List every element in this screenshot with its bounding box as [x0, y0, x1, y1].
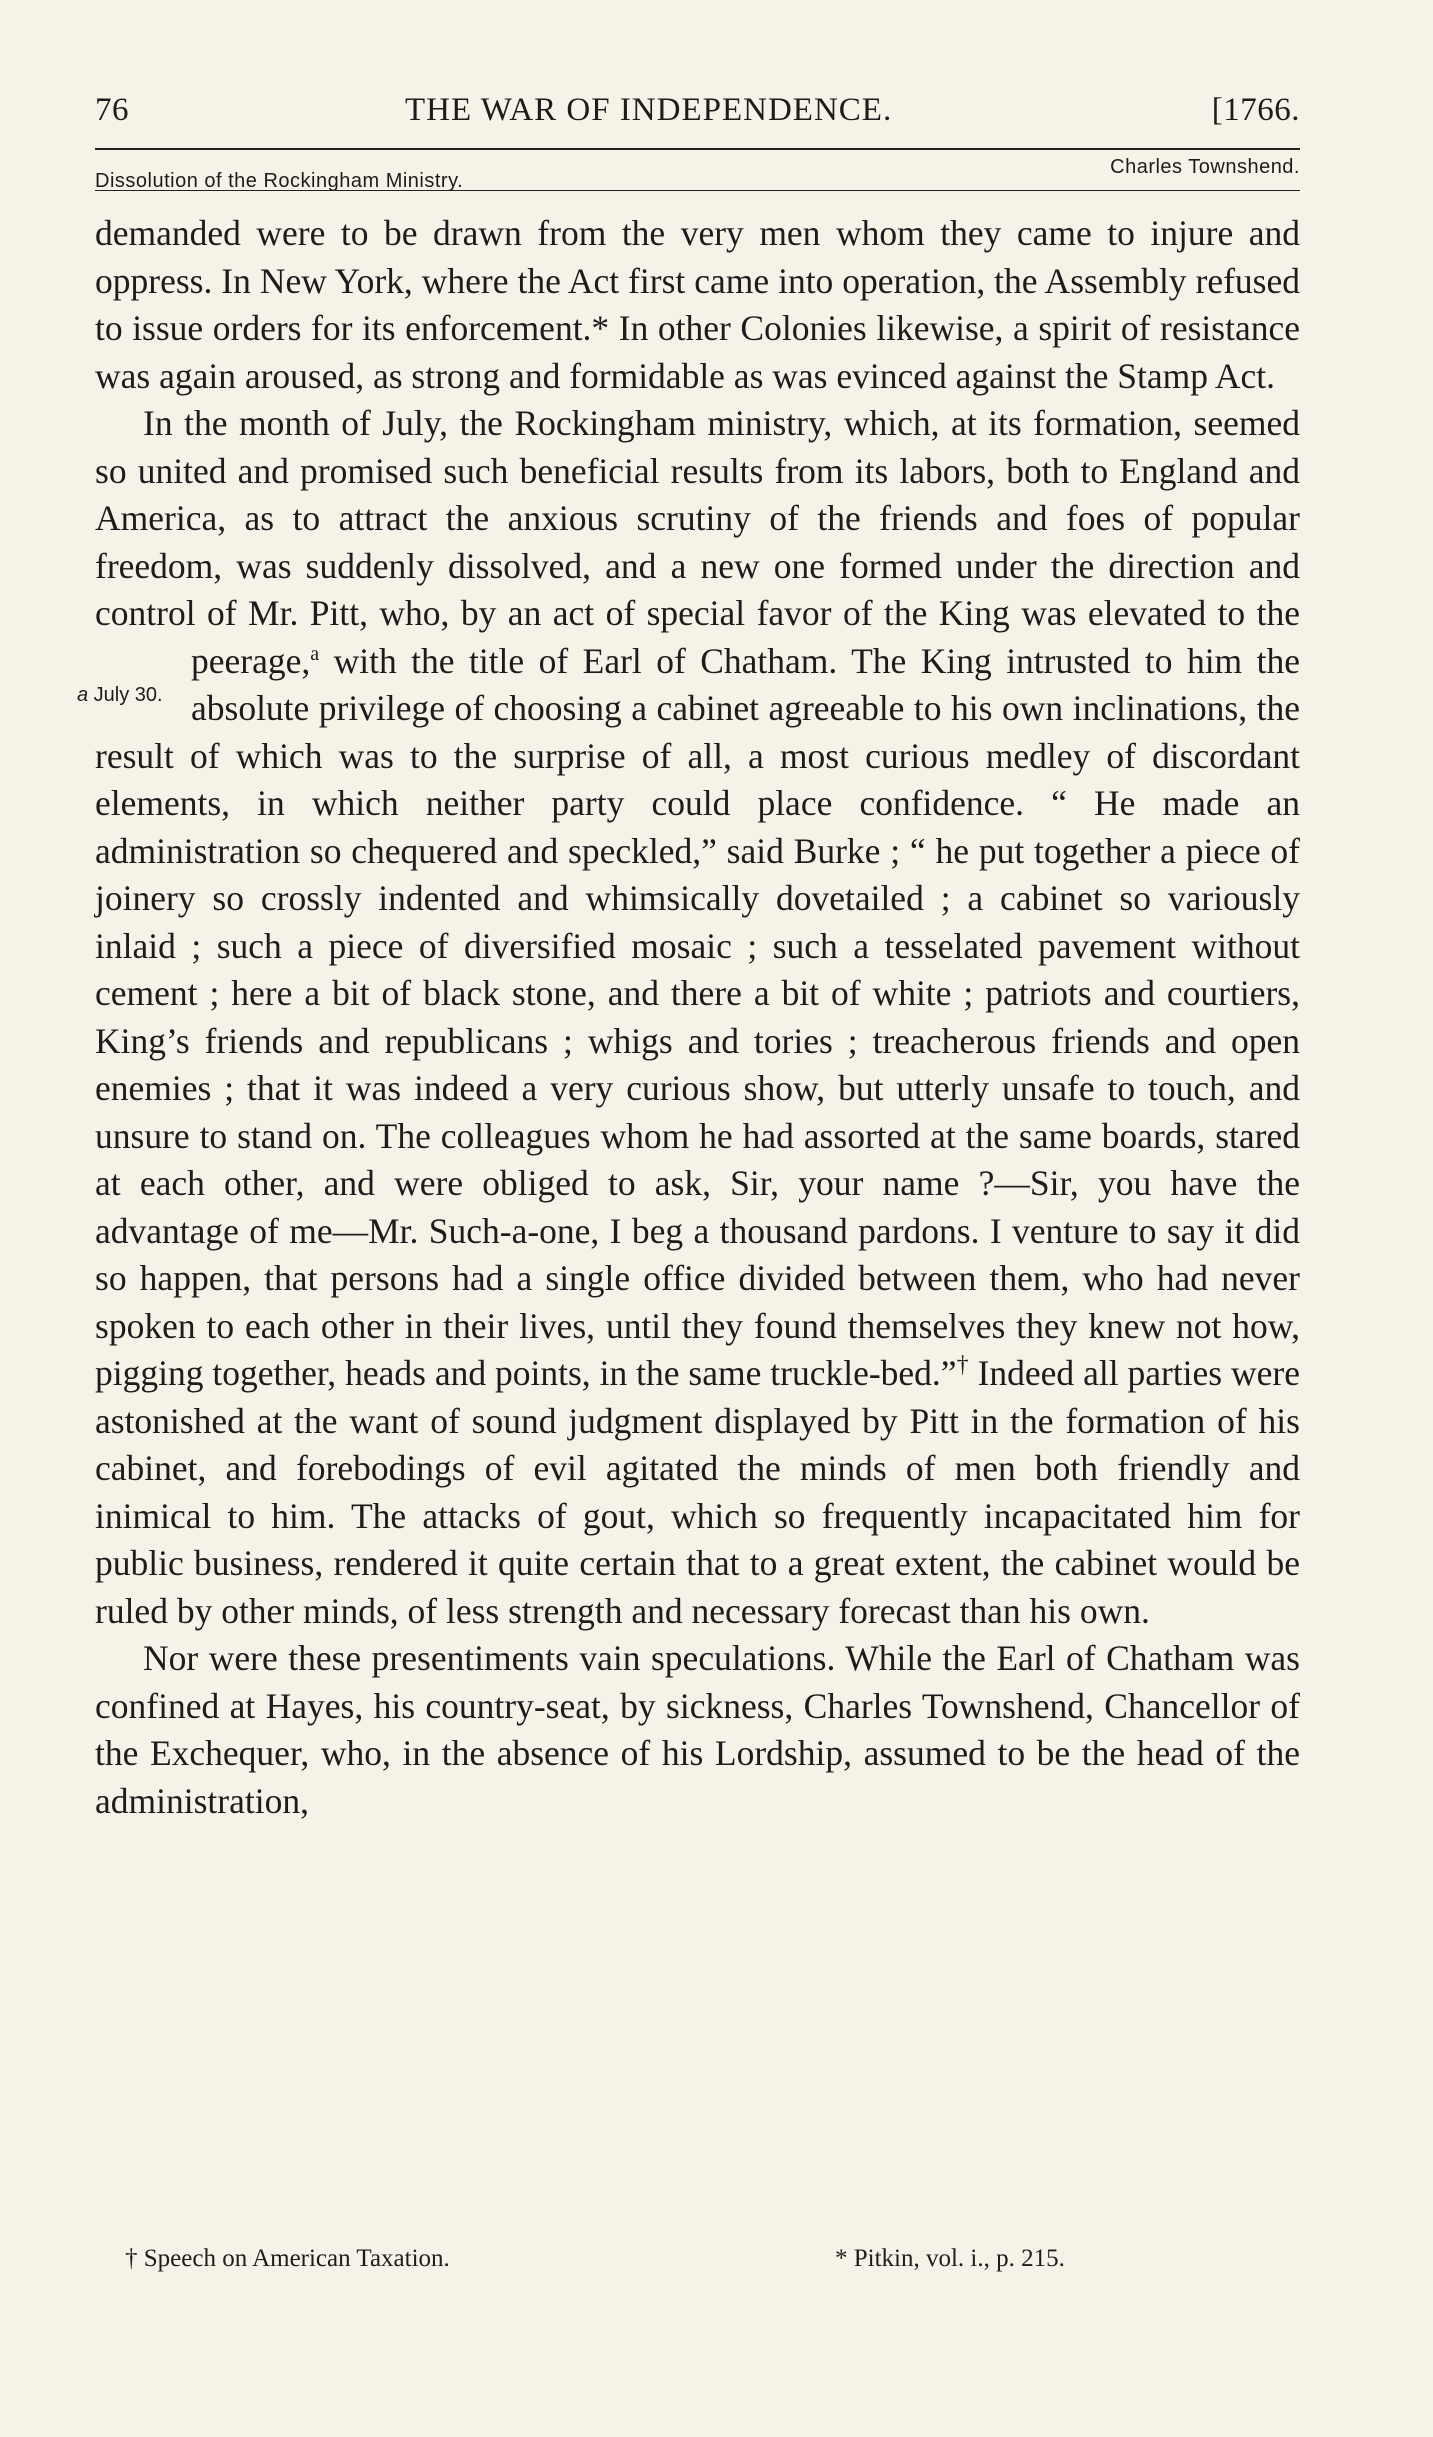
paragraph-1: demanded were to be drawn from the very men whom they came to injure and oppress. In New York, where the Act first came into operation, the Assembly refused to issue orders for its enforcement.* In other Colonies likewise, a spirit of resistance was again aroused, as strong and formidable as was evinced against the Stamp Act. [95, 213, 1300, 396]
paragraph-3: Nor were these presentiments vain speculations. While the Earl of Chatham was confined at Hayes, his country-seat, by sickness, Charles Townshend, Chancellor of the Exchequer, who, in the absence of his Lordship, assumed to be the head of the administration, [95, 1638, 1300, 1821]
paragraph-2 [77, 400, 1301, 1635]
paragraph-2-part-a: In the month of July, the Rockingham ministry, which, at its formation, seemed so united and promised such beneficial results from its labors, both to England and America, as to attract the anxious scrutiny of the friends and foes of popular freedom, was suddenly dissolved, and a new one formed under the direction and control of Mr. Pitt, who, by an act of special favor of the King was elevated to the peerage, [95, 403, 1300, 681]
header-rule-bottom [95, 190, 1300, 191]
margin-note-text [29, 672, 163, 720]
left-subhead: Dissolution of the Rockingham Ministry. [95, 170, 464, 192]
margin-note-date: July 30. [88, 683, 163, 706]
running-head [95, 92, 1300, 142]
running-title: THE WAR OF INDEPENDENCE. [405, 92, 893, 128]
paragraph-2-part-c: Indeed all parties were astonished at the want of sound judgment displayed by Pitt in the formation of his cabinet, and forebodings of evil agitated the minds of men both friendly and inimical to him. The attacks of gout, which so frequently incapacitated him for public business, rendered it quite certain that to a great extent, the cabinet would be ruled by other minds, of less strength and necessary forecast than his own. [95, 1353, 1301, 1631]
margin-note [47, 638, 191, 728]
paragraph-2-part-b: with the title of Earl of Chatham. The King intrusted to him the absolute privilege of choosing a cabinet agreeable to his own inclinations, the result of which was to the surprise of all, a most curious medley of discordant elements, in which neither party could place confidence. “ He made an administration so chequered and speckled,” said Burke ; “ he put together a piece of joinery so crossly indented and whimsically dovetailed ; a cabinet so variously inlaid ; such a piece of diversified mosaic ; such a tesselated pavement without cement ; here a bit of black stone, and there a bit of white ; patriots and courtiers, King’s friends and republicans ; whigs and tories ; treacherous friends and open enemies ; that it was indeed a very curious show, but utterly unsafe to touch, and unsure to stand on. The colleagues whom he had assorted at the same boards, stared at each other, and were obliged to ask, Sir, your name ?—Sir, you have the advantage of me—Mr. Such-a-one, I beg a thousand pardons. I venture to say it did so happen, that persons had a single office divided between them, who had never spoken to each other in their lives, until they found themselves they knew not how, pigging together, heads and points, in the same truckle-bed.” [95, 640, 1300, 1393]
body-text [77, 210, 1301, 1825]
year-marker: [1766. [1211, 92, 1300, 128]
footnote-ref-a: a [310, 642, 320, 665]
footnote-ref-dagger: † [956, 1352, 969, 1379]
header-rule-top [95, 148, 1300, 150]
right-subhead: Charles Townshend. [1110, 156, 1300, 178]
page-number: 76 [95, 92, 129, 128]
footnotes [95, 2245, 1300, 2285]
footnote-asterisk: * Pitkin, vol. i., p. 215. [835, 2245, 1065, 2272]
margin-note-marker: a [77, 683, 89, 706]
footnote-dagger: † Speech on American Taxation. [125, 2245, 450, 2272]
subheads [95, 156, 1300, 190]
